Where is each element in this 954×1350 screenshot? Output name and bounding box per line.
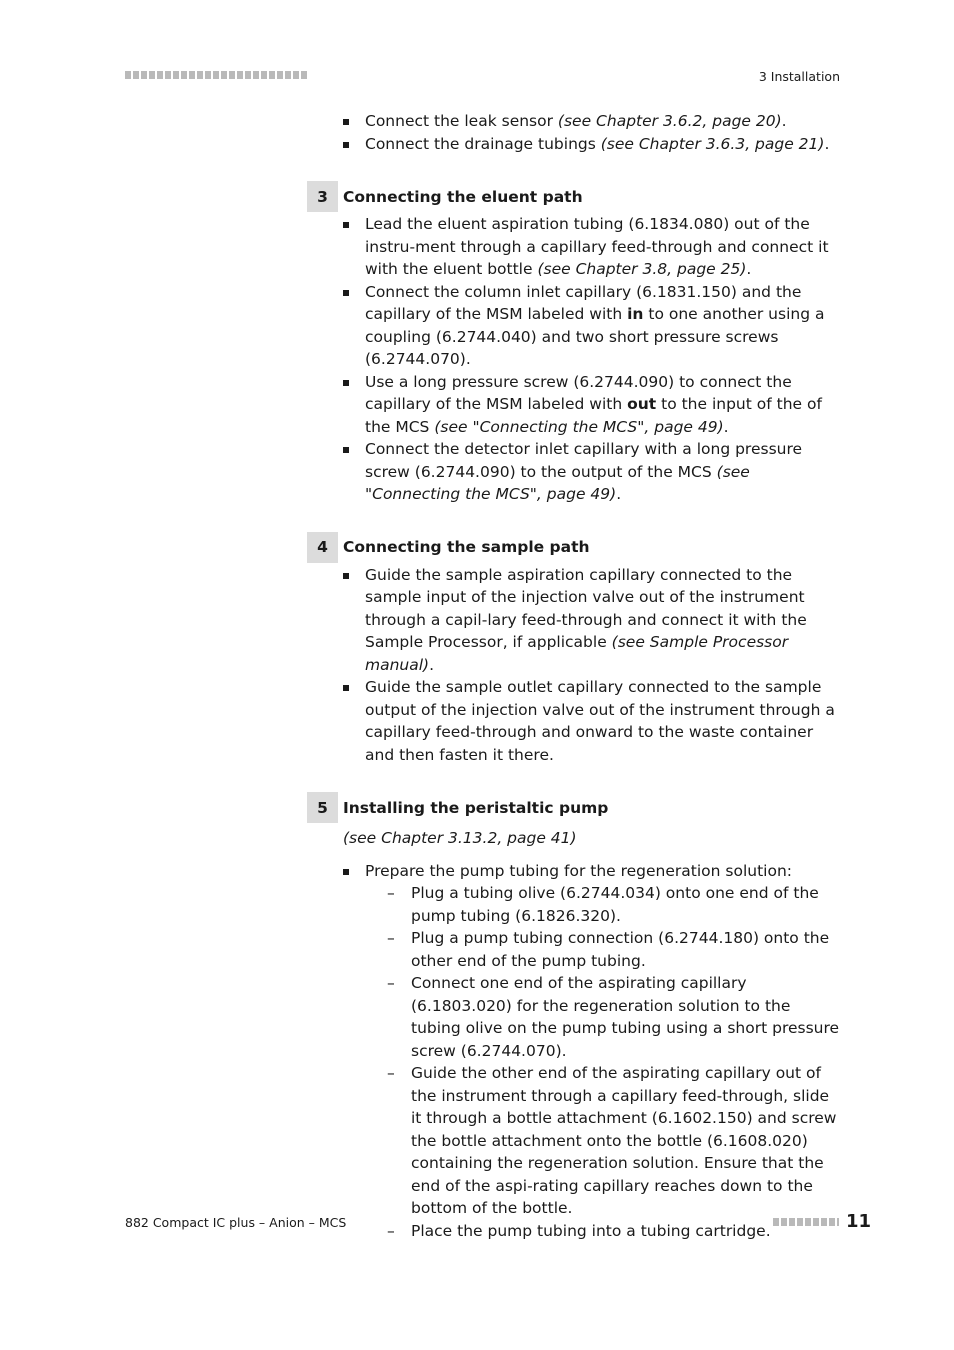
step-number: 3 [307, 181, 338, 212]
list-item: Connect the detector inlet capillary with a long pressure screw (6.2744.090) to the output of the MCS (see "Connecting the MCS", page 49). [365, 438, 842, 506]
sub-list [365, 882, 842, 1242]
cross-reference[interactable]: (see "Connecting the MCS", page 49) [434, 417, 724, 436]
cross-reference[interactable]: (see Chapter 3.13.2, page 41) [343, 829, 577, 847]
header-decoration [125, 71, 307, 79]
step-4-list [307, 564, 842, 767]
step-title: Connecting the sample path [343, 538, 590, 556]
sub-list-item: – Plug a pump tubing connection (6.2744.180) onto the other end of the pump tubing. [411, 927, 842, 972]
header-section-title: 3 Installation [758, 69, 840, 84]
sub-list-item: – Plug a tubing olive (6.2744.034) onto one end of the pump tubing (6.1826.320). [411, 882, 842, 927]
list-item: Guide the sample aspiration capillary connected to the sample input of the injection valve out of the instrument through a capil-lary feed-through and connect it with the Sample Processor, if applicable (see Sample Processor manual). [365, 564, 842, 677]
cross-reference[interactable]: (see Sample Processor manual) [365, 633, 789, 674]
capillary-label: in [627, 305, 644, 323]
sub-list-item: – Connect one end of the aspirating capillary (6.1803.020) for the regeneration solution to the tubing olive on the pump tubing using a short pressure screw (6.2744.070). [411, 972, 842, 1062]
list-item: Connect the column inlet capillary (6.1831.150) and the capillary of the MSM labeled with in to one another using a coupling (6.2744.040) and two short pressure screws (6.2744.070). [365, 281, 842, 371]
footer-decoration [773, 1218, 839, 1226]
list-item: Connect the drainage tubings (see Chapter 3.6.3, page 21). [365, 133, 842, 156]
list-item: Guide the sample outlet capillary connected to the sample output of the injection valve out of the instrument through a capillary feed-through and onward to the waste container and then fasten it there. [365, 676, 842, 766]
step-number: 4 [307, 532, 338, 563]
step-5-list [307, 860, 842, 1243]
footer-product-name: 882 Compact IC plus – Anion – MCS [125, 1215, 347, 1230]
page-content [307, 110, 842, 1242]
list-item: Lead the eluent aspiration tubing (6.1834.080) out of the instru-ment through a capillary feed-through and connect it with the eluent bottle (see Chapter 3.8, page 25). [365, 213, 842, 281]
page-number: 11 [846, 1211, 872, 1232]
step-4-heading [307, 532, 842, 563]
step-title: Connecting the eluent path [343, 187, 583, 206]
list-item: Connect the leak sensor (see Chapter 3.6.2, page 20). [365, 110, 842, 133]
step-title: Installing the peristaltic pump [343, 798, 609, 817]
step-number: 5 [307, 792, 338, 823]
list-item: Prepare the pump tubing for the regeneration solution: – Plug a tubing olive (6.2744.034) onto one end of the pump tubing (6.1826.320). – Plug a pump tubing connection (6.2744.180) onto the other end of the pump tubing. – Connect one end of the aspirating capillary (6.1803.020) for the regeneration solution to the tubing olive on the pump tubing using a short pressure screw (6.2744.070). – Guide the other end of the aspirating capillary out of the instrument through a capillary feed-through, slide it through a bottle attachment (6.1602.150) and screw the bottle attachment onto the bottle (6.1608.020) containing the regeneration solution. Ensure that the end of the aspi-rating capillary reaches down to the bottom of the bottle. – Place the pump tubing into a tubing cartridge. [365, 860, 842, 1243]
cross-reference[interactable]: (see Chapter 3.8, page 25) [537, 260, 747, 278]
capillary-label: out [627, 395, 657, 413]
intro-list [307, 110, 842, 155]
step-3-list [307, 213, 842, 506]
sub-list-item: – Guide the other end of the aspirating capillary out of the instrument through a capillary feed-through, slide it through a bottle attachment (6.1602.150) and screw the bottle attachment onto the bottle (6.1608.020) containing the regeneration solution. Ensure that the end of the aspi-rating capillary reaches down to the bottom of the bottle. [411, 1062, 842, 1220]
step-3-heading [307, 181, 842, 212]
step-5-heading [307, 792, 842, 823]
sub-list-item: – Place the pump tubing into a tubing cartridge. [411, 1220, 842, 1243]
cross-reference[interactable]: (see "Connecting the MCS", page 49) [365, 462, 750, 503]
list-item: Use a long pressure screw (6.2744.090) to connect the capillary of the MSM labeled with out to the input of the of the MCS (see "Connecting the MCS", page 49). [365, 371, 842, 439]
cross-reference[interactable]: (see Chapter 3.6.3, page 21) [600, 134, 825, 153]
cross-reference[interactable]: (see Chapter 3.6.2, page 20) [557, 112, 782, 130]
